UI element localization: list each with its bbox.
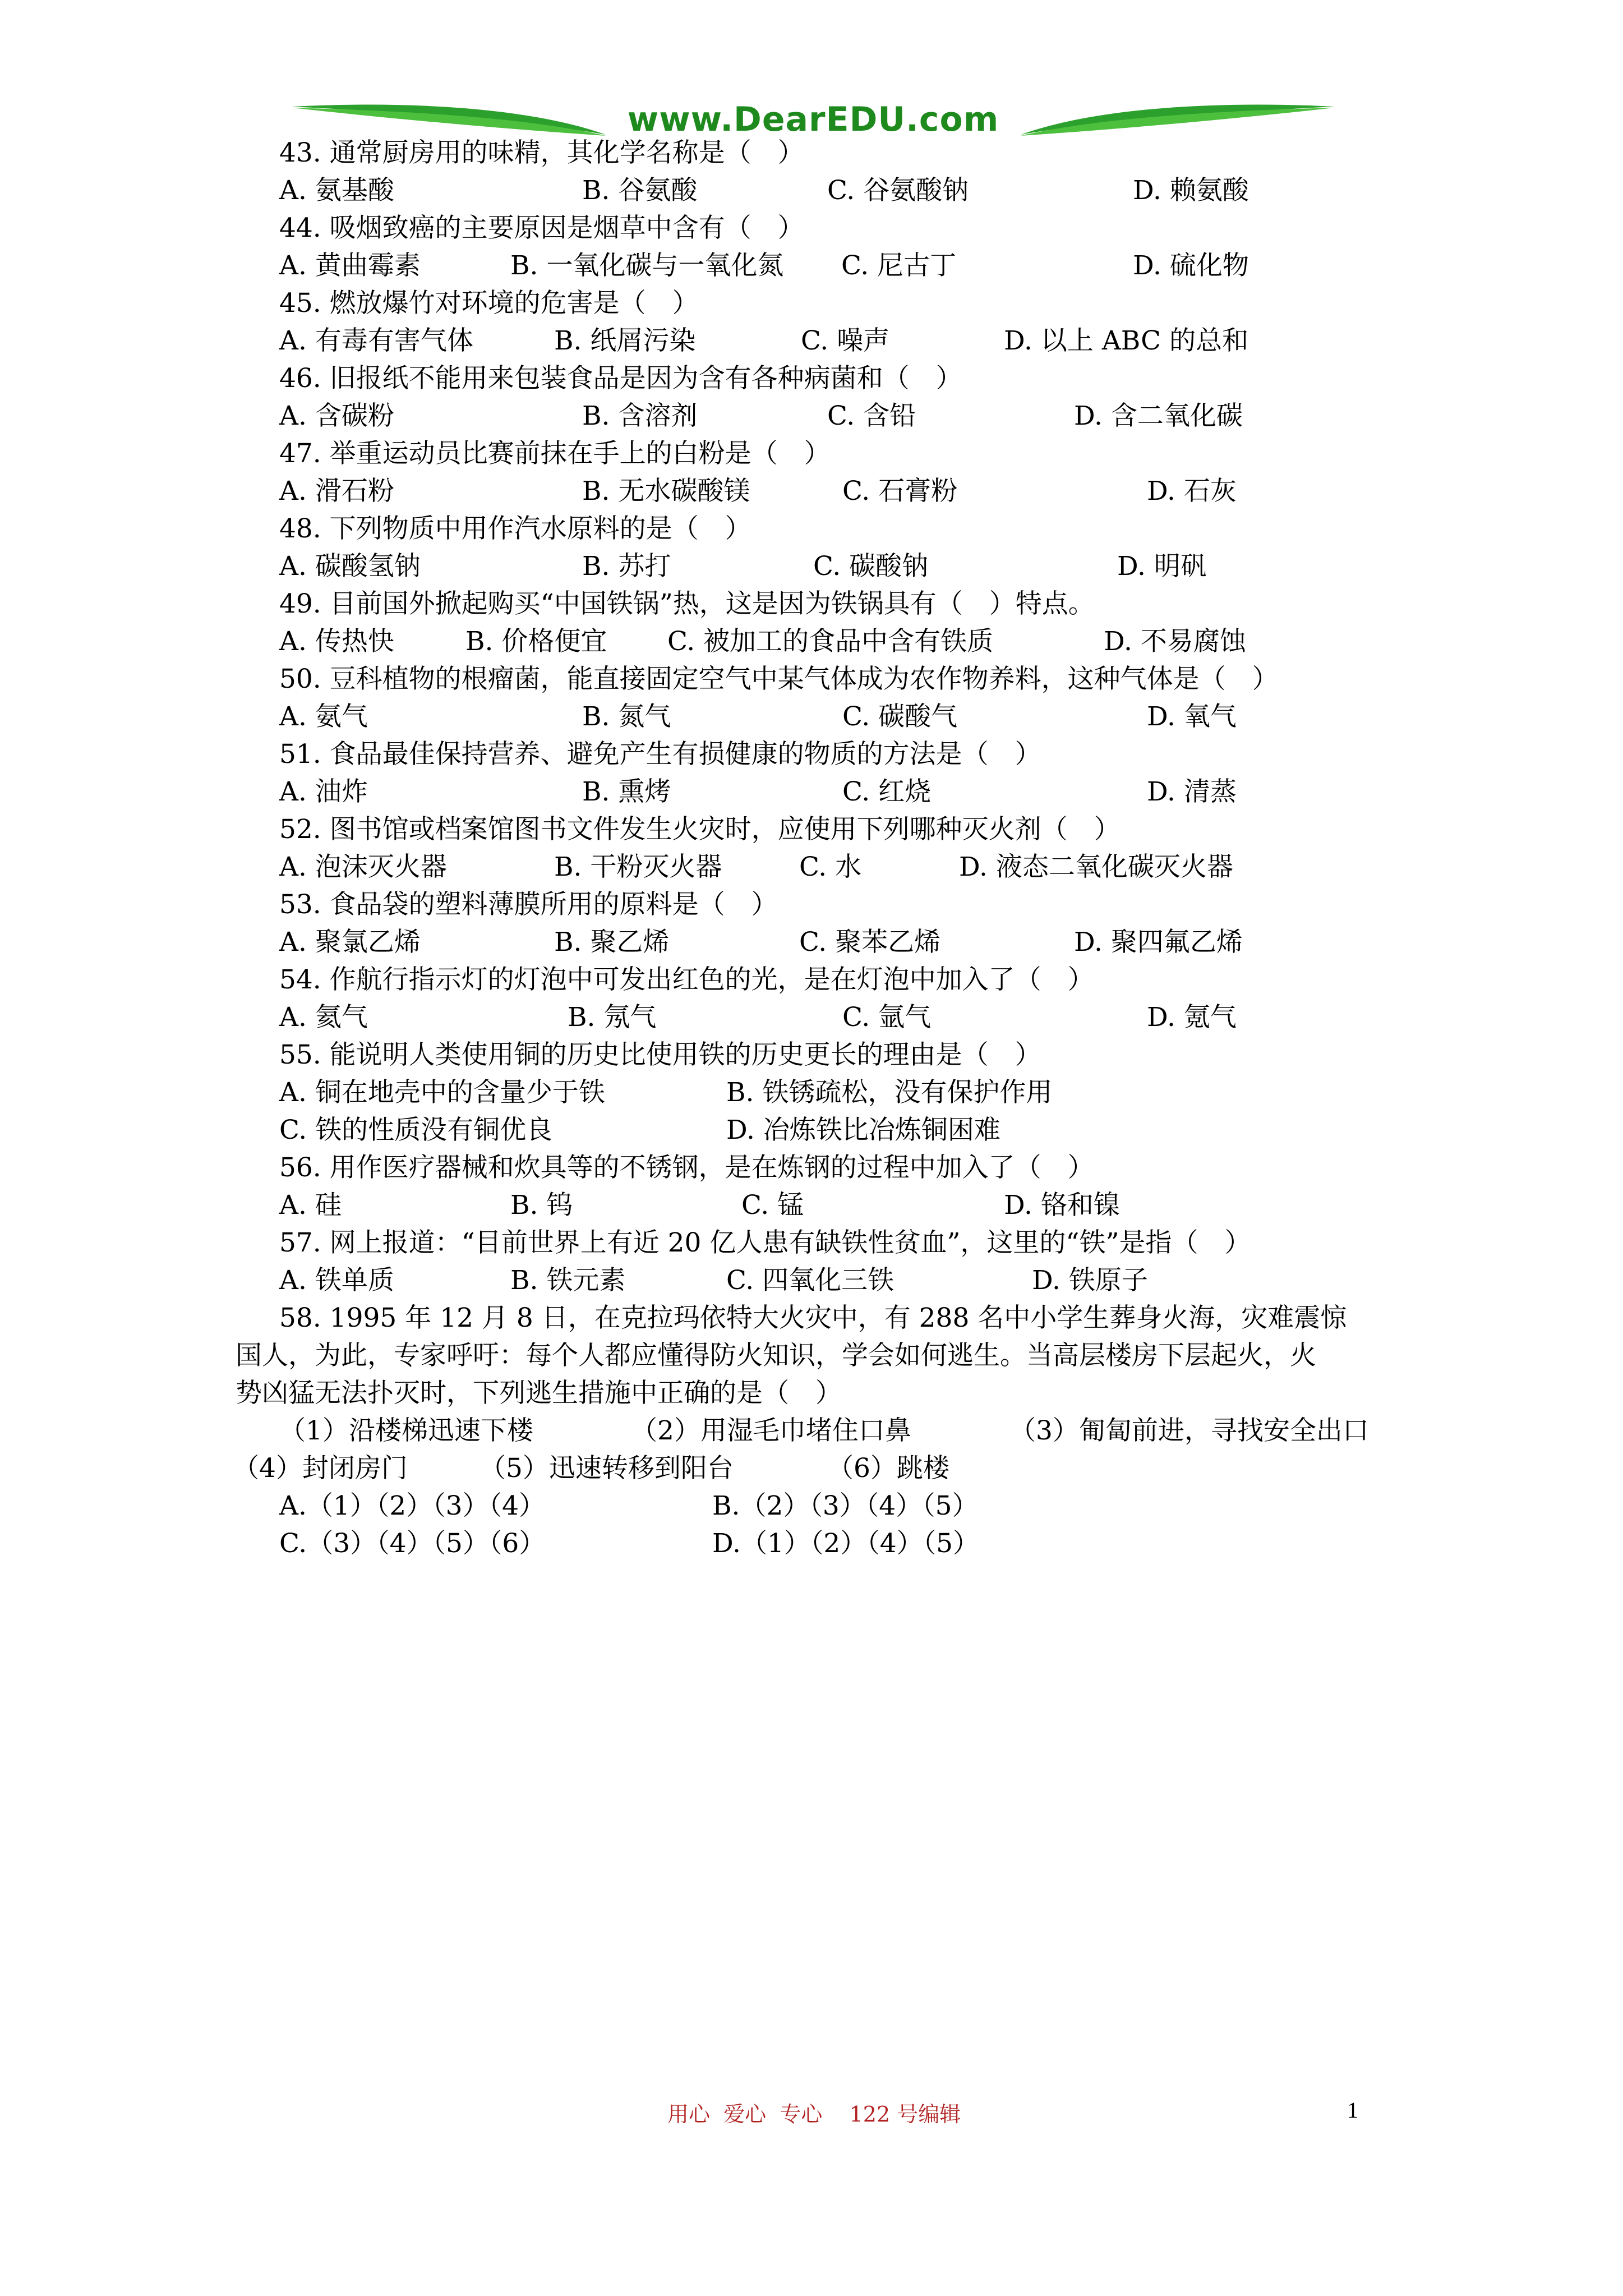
option-53-c: C. 聚苯乙烯 [799,927,941,958]
option-43-a: A. 氨基酸 [279,175,394,206]
option-54-b: B. 氖气 [568,1002,657,1033]
option-56-c: C. 锰 [741,1190,804,1221]
option-47-d: D. 石灰 [1147,476,1237,507]
option-54-c: C. 氩气 [842,1002,932,1033]
question-58-line-3: 势凶猛无法扑灭时，下列逃生措施中正确的是（ ） [236,1378,842,1409]
option-44-a: A. 黄曲霉素 [279,250,421,281]
option-50-b: B. 氮气 [582,701,671,732]
option-51-a: A. 油炸 [279,776,368,807]
footer-text: 用心 爱心 专心 122 号编辑 [667,2102,961,2127]
page-number: 1 [1347,2097,1358,2123]
option-47-c: C. 石膏粉 [842,476,958,507]
option-55-a: A. 铜在地壳中的含量少于铁 [279,1077,605,1108]
option-58-c: C.（3）（4）（5）（6） [279,1528,546,1559]
site-url: www.DearEDU.com [627,100,999,139]
option-58-a: A.（1）（2）（3）（4） [279,1490,545,1521]
option-45-a: A. 有毒有害气体 [279,325,473,356]
measure-3: （3）匍匐前进，寻找安全出口 [1009,1415,1369,1446]
option-56-a: A. 硅 [279,1190,342,1221]
option-46-c: C. 含铅 [827,401,916,431]
question-43: 43. 通常厨房用的味精，其化学名称是（ ） [279,137,804,168]
question-58-line-1: 58. 1995 年 12 月 8 日，在克拉玛依特大火灾中，有 288 名中小学生葬身火海，灾难震惊 [279,1303,1347,1333]
option-43-d: D. 赖氨酸 [1133,175,1249,206]
option-55-d: D. 冶炼铁比冶炼铜困难 [726,1115,1000,1145]
option-52-a: A. 泡沫灭火器 [279,852,447,882]
question-45: 45. 燃放爆竹对环境的危害是（ ） [279,288,699,319]
option-50-d: D. 氧气 [1147,701,1237,732]
option-50-c: C. 碳酸气 [842,701,958,732]
question-50: 50. 豆科植物的根瘤菌，能直接固定空气中某气体成为农作物养料，这种气体是（ ） [279,664,1279,694]
option-45-d: D. 以上 ABC 的总和 [1004,325,1249,356]
option-45-b: B. 纸屑污染 [554,325,696,356]
option-57-b: B. 铁元素 [510,1265,626,1296]
option-45-c: C. 噪声 [801,325,890,356]
option-56-b: B. 钨 [510,1190,573,1221]
option-44-b: B. 一氧化碳与一氧化氮 [510,250,784,281]
question-53: 53. 食品袋的塑料薄膜所用的原料是（ ） [279,889,778,920]
option-53-b: B. 聚乙烯 [554,927,670,958]
option-51-c: C. 红烧 [842,776,932,807]
option-43-b: B. 谷氨酸 [582,175,698,206]
question-55: 55. 能说明人类使用铜的历史比使用铁的历史更长的理由是（ ） [279,1039,1041,1070]
option-58-d: D.（1）（2）（4）（5） [712,1528,980,1559]
option-57-c: C. 四氧化三铁 [726,1265,895,1296]
question-48: 48. 下列物质中用作汽水原料的是（ ） [279,513,751,544]
option-54-a: A. 氦气 [279,1002,368,1033]
option-47-b: B. 无水碳酸镁 [582,476,750,507]
option-57-d: D. 铁原子 [1032,1265,1148,1296]
measure-5: （5）迅速转移到阳台 [479,1453,734,1484]
question-47: 47. 举重运动员比赛前抹在手上的白粉是（ ） [279,438,831,469]
question-58-line-2: 国人，为此，专家呼吁：每个人都应懂得防火知识，学会如何逃生。当高层楼房下层起火，火 [236,1340,1316,1371]
option-57-a: A. 铁单质 [279,1265,394,1296]
option-48-d: D. 明矾 [1117,551,1207,582]
option-53-a: A. 聚氯乙烯 [279,927,421,958]
measure-4: （4）封闭房门 [233,1453,408,1484]
option-58-b: B.（2）（3）（4）（5） [712,1490,979,1521]
option-48-b: B. 苏打 [582,551,671,582]
option-49-a: A. 传热快 [279,626,394,657]
option-47-a: A. 滑石粉 [279,476,394,507]
question-56: 56. 用作医疗器械和炊具等的不锈钢，是在炼钢的过程中加入了（ ） [279,1152,1094,1183]
measure-6: （6）跳楼 [827,1453,949,1484]
option-46-b: B. 含溶剂 [582,401,698,431]
question-44: 44. 吸烟致癌的主要原因是烟草中含有（ ） [279,213,804,243]
option-54-d: D. 氪气 [1147,1002,1237,1033]
option-46-d: D. 含二氧化碳 [1074,401,1243,431]
option-52-b: B. 干粉灭火器 [554,852,722,882]
option-49-d: D. 不易腐蚀 [1104,626,1246,657]
option-44-c: C. 尼古丁 [841,250,957,281]
option-49-c: C. 被加工的食品中含有铁质 [667,626,994,657]
option-53-d: D. 聚四氟乙烯 [1074,927,1243,958]
option-48-a: A. 碳酸氢钠 [279,551,421,582]
option-56-d: D. 铬和镍 [1004,1190,1120,1221]
option-55-b: B. 铁锈疏松，没有保护作用 [726,1077,1053,1108]
measure-2: （2）用湿毛巾堵住口鼻 [631,1415,911,1446]
measure-1: （1）沿楼梯迅速下楼 [279,1415,533,1446]
option-51-b: B. 熏烤 [582,776,671,807]
question-46: 46. 旧报纸不能用来包装食品是因为含有各种病菌和（ ） [279,363,962,394]
option-49-b: B. 价格便宜 [465,626,607,657]
question-54: 54. 作航行指示灯的灯泡中可发出红色的光，是在灯泡中加入了（ ） [279,964,1094,995]
option-52-d: D. 液态二氧化碳灭火器 [959,852,1233,882]
question-49: 49. 目前国外掀起购买“中国铁锅”热，这是因为铁锅具有（ ）特点。 [279,588,1095,619]
option-43-c: C. 谷氨酸钠 [827,175,969,206]
option-51-d: D. 清蒸 [1147,776,1237,807]
option-55-c: C. 铁的性质没有铜优良 [279,1115,553,1145]
option-52-c: C. 水 [799,852,862,882]
question-52: 52. 图书馆或档案馆图书文件发生火灾时，应使用下列哪种灭火剂（ ） [279,814,1121,845]
question-57: 57. 网上报道：“目前世界上有近 20 亿人患有缺铁性贫血”，这里的“铁”是指（ ） [279,1227,1251,1258]
option-50-a: A. 氨气 [279,701,368,732]
option-48-c: C. 碳酸钠 [813,551,929,582]
option-46-a: A. 含碳粉 [279,401,394,431]
option-44-d: D. 硫化物 [1133,250,1249,281]
question-51: 51. 食品最佳保持营养、避免产生有损健康的物质的方法是（ ） [279,739,1041,770]
